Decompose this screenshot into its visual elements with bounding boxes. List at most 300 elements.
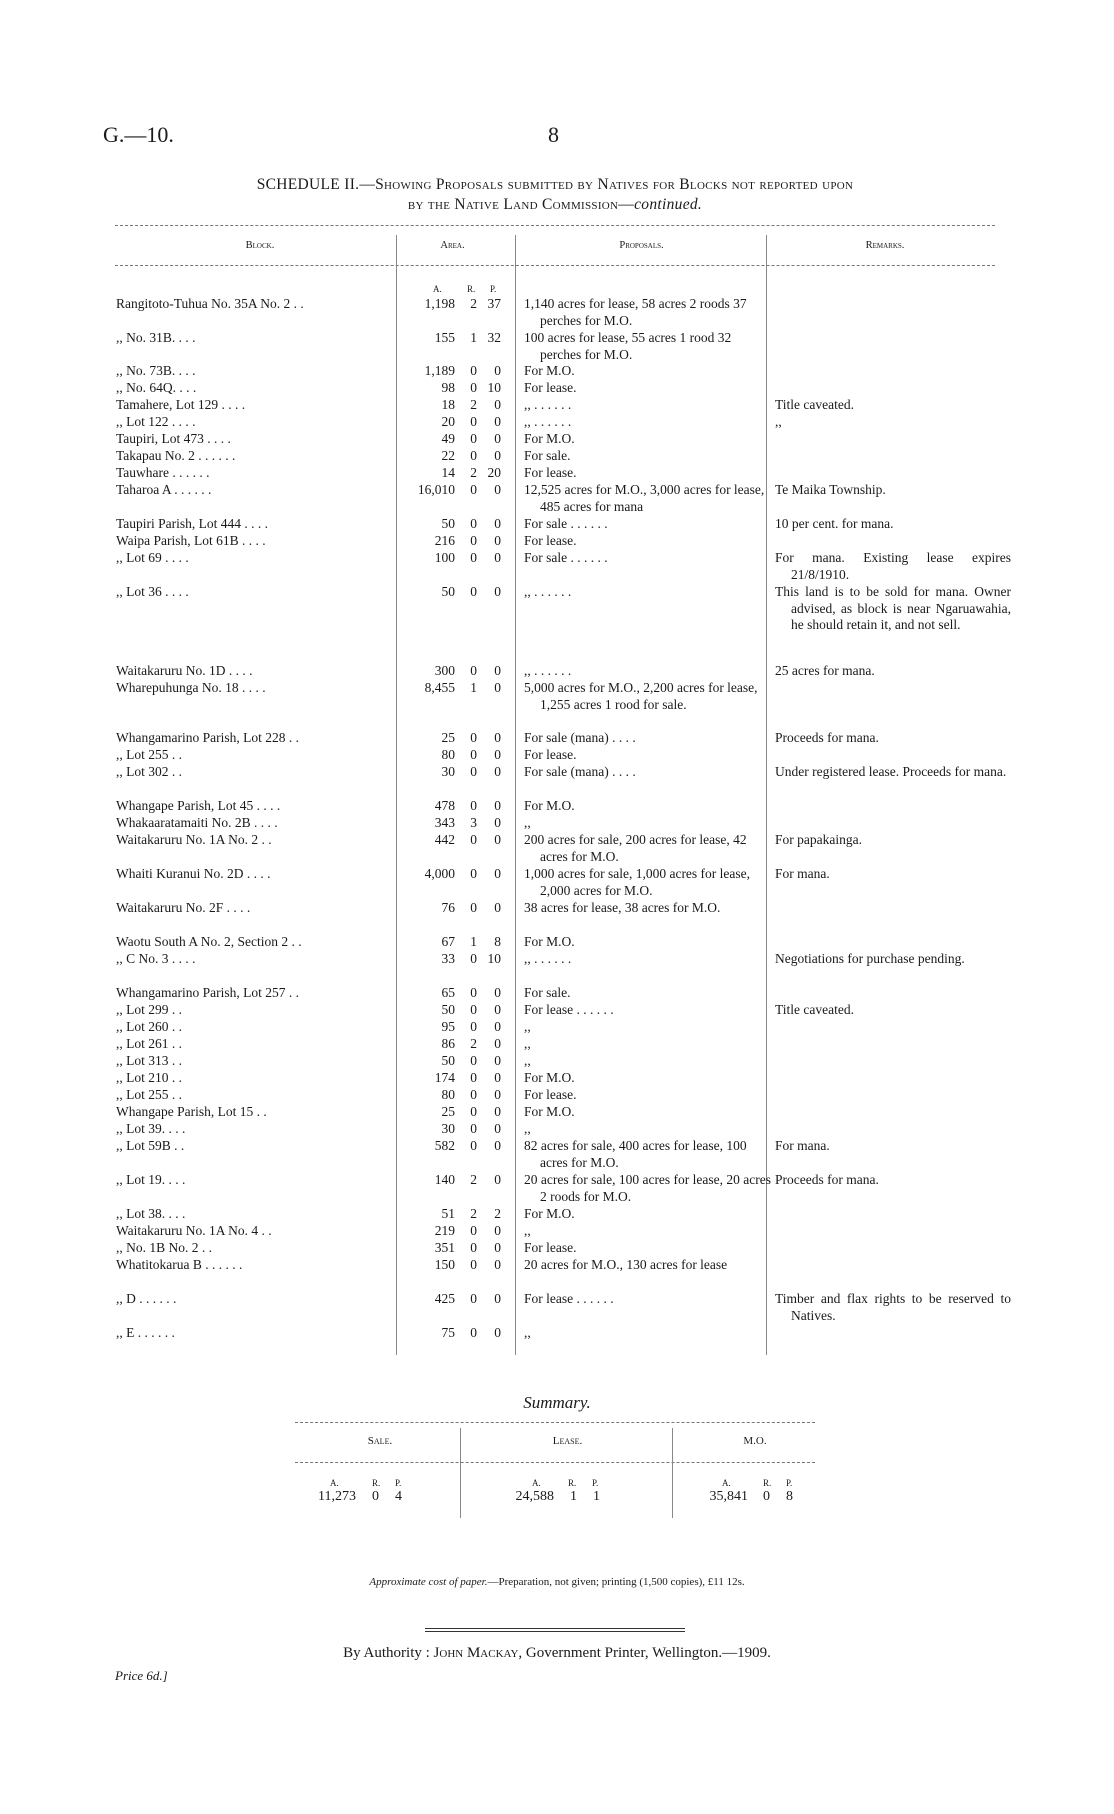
summary-mo-perches: 8 — [786, 1489, 793, 1504]
area-perches: 0 — [494, 747, 501, 762]
proposal-text: For sale (mana) . . . . — [524, 730, 636, 745]
proposal-text: For lease. — [524, 380, 577, 395]
area-perches: 0 — [494, 1121, 501, 1136]
remarks-text: Negotiations for purchase pending. — [775, 951, 965, 966]
table-header-rule — [115, 265, 995, 266]
area-roods: 2 — [470, 1172, 477, 1187]
area-roods: 0 — [470, 1019, 477, 1034]
area-perches: 0 — [494, 730, 501, 745]
area-roods: 0 — [470, 516, 477, 531]
summary-sale-roods: 0 — [372, 1489, 379, 1504]
area-acres: 8,455 — [424, 680, 455, 695]
cost-note-text: —Preparation, not given; printing (1,500 copies), £11 12s. — [487, 1576, 745, 1588]
proposal-text: For M.O. — [524, 1104, 575, 1119]
area-value — [400, 330, 505, 347]
title-line1: Showing Proposals submitted by Natives for Blocks not reported upon — [375, 176, 854, 193]
proposal-text: ,, . . . . . . — [524, 584, 572, 599]
area-perches: 0 — [494, 1223, 501, 1238]
summary-lease-perches: 1 — [593, 1489, 600, 1504]
area-acres: 20 — [441, 414, 455, 429]
area-acres: 351 — [434, 1240, 455, 1255]
area-value — [400, 1121, 505, 1138]
area-perches: 10 — [487, 951, 501, 966]
area-value — [400, 363, 505, 380]
area-perches: 0 — [494, 798, 501, 813]
area-perches: 2 — [494, 1206, 501, 1221]
area-roods: 0 — [470, 1002, 477, 1017]
table-top-rule — [115, 225, 995, 226]
block-name: ,, Lot 261 . . — [116, 1036, 182, 1051]
area-perches: 0 — [494, 832, 501, 847]
area-value — [400, 832, 505, 849]
area-roods: 3 — [470, 815, 477, 830]
block-name: ,, Lot 36 . . . . — [116, 584, 189, 599]
area-roods: 0 — [470, 764, 477, 779]
summary-title: Summary. — [523, 1393, 591, 1412]
area-roods: 1 — [470, 934, 477, 949]
block-name: Waipa Parish, Lot 61B . . . . — [116, 533, 266, 548]
area-acres: 30 — [441, 1121, 455, 1136]
remarks-text: For mana. — [775, 866, 830, 881]
title-continued: continued. — [634, 196, 703, 213]
block-name: ,, Lot 38. . . . — [116, 1206, 186, 1221]
area-acres: 50 — [441, 584, 455, 599]
block-name: Waotu South A No. 2, Section 2 . . — [116, 934, 302, 949]
area-acres: 50 — [441, 516, 455, 531]
block-name: Whangape Parish, Lot 45 . . . . — [116, 798, 281, 813]
remarks-text: Proceeds for mana. — [775, 730, 879, 745]
area-acres: 478 — [434, 798, 455, 813]
area-value — [400, 663, 505, 680]
proposal-text: For lease. — [524, 465, 577, 480]
area-roods: 2 — [470, 397, 477, 412]
authority-suffix: Government Printer, Wellington.—1909. — [525, 1645, 771, 1661]
area-perches: 0 — [494, 1036, 501, 1051]
area-value — [400, 1053, 505, 1070]
area-acres: 95 — [441, 1019, 455, 1034]
summary-lease-roods: 1 — [570, 1489, 577, 1504]
area-value — [400, 414, 505, 431]
summary-header-rule — [295, 1462, 815, 1463]
title-line2: by the Native Land Commission— — [407, 196, 635, 213]
column-header-remarks: Remarks. — [865, 240, 905, 251]
area-roods: 0 — [470, 482, 477, 497]
unit-perches: P. — [490, 284, 497, 294]
proposal-text: For lease. — [524, 747, 577, 762]
area-roods: 0 — [470, 533, 477, 548]
block-name: ,, No. 31B. . . . — [116, 330, 196, 345]
block-name: ,, Lot 69 . . . . — [116, 550, 189, 565]
area-perches: 0 — [494, 1291, 501, 1306]
block-name: ,, Lot 19. . . . — [116, 1172, 186, 1187]
area-roods: 1 — [470, 680, 477, 695]
area-perches: 0 — [494, 533, 501, 548]
proposal-text: For M.O. — [524, 363, 575, 378]
proposal-text: For M.O. — [524, 1070, 575, 1085]
area-perches: 0 — [494, 482, 501, 497]
area-acres: 155 — [434, 330, 455, 345]
area-perches: 0 — [494, 397, 501, 412]
area-perches: 37 — [487, 296, 501, 311]
block-name: ,, Lot 39. . . . — [116, 1121, 186, 1136]
price-label: Price 6d.] — [115, 1668, 168, 1683]
area-acres: 4,000 — [424, 866, 455, 881]
area-value — [400, 1325, 505, 1342]
remarks-text: Timber and flax rights to be reserved to Natives. — [775, 1291, 1011, 1323]
area-acres: 65 — [441, 985, 455, 1000]
proposal-text: 12,525 acres for M.O., 3,000 acres for lease, 485 acres for mana — [524, 482, 765, 514]
area-value — [400, 1087, 505, 1104]
remarks-text: ,, — [775, 414, 782, 429]
area-roods: 0 — [470, 448, 477, 463]
block-name: Waitakaruru No. 1D . . . . — [116, 663, 253, 678]
area-perches: 0 — [494, 363, 501, 378]
remarks-text: 10 per cent. for mana. — [775, 516, 894, 531]
block-name: Waitakaruru No. 2F . . . . — [116, 900, 251, 915]
proposal-text: For lease . . . . . . — [524, 1002, 614, 1017]
area-roods: 0 — [470, 1087, 477, 1102]
area-roods: 0 — [470, 798, 477, 813]
column-divider — [396, 235, 397, 1355]
area-value — [400, 934, 505, 951]
area-perches: 0 — [494, 663, 501, 678]
proposal-text: ,, . . . . . . — [524, 414, 572, 429]
proposal-text: For lease. — [524, 1087, 577, 1102]
area-value — [400, 900, 505, 917]
proposal-text: ,, — [524, 815, 531, 830]
schedule-title — [115, 175, 995, 215]
unit-acres: A. — [330, 1478, 339, 1488]
proposal-text: 1,000 acres for sale, 1,000 acres for lease, 2,000 acres for M.O. — [524, 866, 751, 898]
area-perches: 0 — [494, 815, 501, 830]
area-acres: 50 — [441, 1002, 455, 1017]
area-roods: 0 — [470, 1121, 477, 1136]
area-acres: 30 — [441, 764, 455, 779]
area-value — [400, 1206, 505, 1223]
area-roods: 0 — [470, 1325, 477, 1340]
area-perches: 0 — [494, 1257, 501, 1272]
area-value — [400, 1002, 505, 1019]
area-roods: 0 — [470, 414, 477, 429]
area-value — [400, 1223, 505, 1240]
column-header-proposals: Proposals. — [619, 240, 664, 251]
document-reference: G.—10. — [103, 122, 174, 147]
proposal-text: 5,000 acres for M.O., 2,200 acres for lease, 1,255 acres 1 rood for sale. — [524, 680, 758, 712]
area-roods: 0 — [470, 363, 477, 378]
summary-mo-roods: 0 — [763, 1489, 770, 1504]
unit-acres: A. — [722, 1478, 731, 1488]
proposal-text: 20 acres for sale, 100 acres for lease, 20 acres 2 roods for M.O. — [524, 1172, 772, 1204]
cost-note — [0, 1576, 1114, 1588]
area-perches: 0 — [494, 900, 501, 915]
area-acres: 425 — [434, 1291, 455, 1306]
area-value — [400, 380, 505, 397]
area-roods: 0 — [470, 1053, 477, 1068]
block-name: ,, E . . . . . . — [116, 1325, 175, 1340]
area-perches: 0 — [494, 1138, 501, 1153]
area-perches: 32 — [487, 330, 501, 345]
area-perches: 0 — [494, 764, 501, 779]
proposal-text: For sale. — [524, 985, 571, 1000]
area-value — [400, 516, 505, 533]
proposal-text: 200 acres for sale, 200 acres for lease, 42 acres for M.O. — [524, 832, 747, 864]
area-value — [400, 985, 505, 1002]
proposal-text: 100 acres for lease, 55 acres 1 rood 32 perches for M.O. — [524, 330, 732, 362]
area-roods: 0 — [470, 985, 477, 1000]
summary-header-lease: Lease. — [552, 1435, 583, 1447]
cost-note-label: Approximate cost of paper. — [369, 1576, 488, 1588]
area-value — [400, 1172, 505, 1189]
block-name: ,, Lot 299 . . — [116, 1002, 182, 1017]
area-acres: 16,010 — [417, 482, 455, 497]
page-number: 8 — [548, 122, 559, 147]
area-acres: 140 — [434, 1172, 455, 1187]
block-name: Rangitoto-Tuhua No. 35A No. 2 . . — [116, 296, 304, 311]
area-value — [400, 866, 505, 883]
summary-sale-perches: 4 — [395, 1489, 402, 1504]
proposal-text: 82 acres for sale, 400 acres for lease, 100 acres for M.O. — [524, 1138, 747, 1170]
area-acres: 67 — [441, 934, 455, 949]
area-value — [400, 1138, 505, 1155]
area-perches: 0 — [494, 1240, 501, 1255]
authority-prefix: By Authority : — [343, 1645, 430, 1661]
area-acres: 80 — [441, 1087, 455, 1102]
unit-roods: R. — [372, 1478, 381, 1488]
area-acres: 300 — [434, 663, 455, 678]
proposal-text: ,, — [524, 1325, 531, 1340]
area-value — [400, 482, 505, 499]
block-name: ,, D . . . . . . — [116, 1291, 177, 1306]
area-roods: 0 — [470, 663, 477, 678]
area-roods: 2 — [470, 465, 477, 480]
area-roods: 0 — [470, 1070, 477, 1085]
area-perches: 8 — [494, 934, 501, 949]
area-perches: 0 — [494, 584, 501, 599]
proposal-text: For lease . . . . . . — [524, 1291, 614, 1306]
area-acres: 343 — [434, 815, 455, 830]
area-roods: 0 — [470, 832, 477, 847]
proposal-text: For M.O. — [524, 934, 575, 949]
block-name: Wharepuhunga No. 18 . . . . — [116, 680, 266, 695]
block-name: ,, Lot 122 . . . . — [116, 414, 196, 429]
area-acres: 50 — [441, 1053, 455, 1068]
area-perches: 0 — [494, 866, 501, 881]
proposal-text: ,, — [524, 1019, 531, 1034]
area-perches: 0 — [494, 1053, 501, 1068]
summary-sale-acres: 11,273 — [318, 1489, 356, 1504]
proposal-text: ,, — [524, 1036, 531, 1051]
area-roods: 0 — [470, 866, 477, 881]
area-acres: 33 — [441, 951, 455, 966]
block-name: ,, Lot 255 . . — [116, 1087, 182, 1102]
area-value — [400, 815, 505, 832]
area-perches: 0 — [494, 985, 501, 1000]
block-name: Waitakaruru No. 1A No. 4 . . — [116, 1223, 272, 1238]
remarks-text: This land is to be sold for mana. Owner advised, as block is near Ngaruawahia, he should retain it, and not sell. — [775, 584, 1011, 632]
block-name: ,, No. 73B. . . . — [116, 363, 196, 378]
block-name: ,, Lot 210 . . — [116, 1070, 182, 1085]
proposal-text: ,, . . . . . . — [524, 663, 572, 678]
area-acres: 75 — [441, 1325, 455, 1340]
remarks-text: Te Maika Township. — [775, 482, 886, 497]
area-perches: 0 — [494, 431, 501, 446]
footer-rule — [425, 1631, 685, 1632]
block-name: ,, C No. 3 . . . . — [116, 951, 196, 966]
area-roods: 0 — [470, 747, 477, 762]
area-perches: 10 — [487, 380, 501, 395]
area-value — [400, 951, 505, 968]
area-acres: 174 — [434, 1070, 455, 1085]
unit-acres: A. — [433, 284, 442, 294]
area-roods: 0 — [470, 584, 477, 599]
proposal-text: 20 acres for M.O., 130 acres for lease — [524, 1257, 728, 1272]
area-acres: 442 — [434, 832, 455, 847]
footer-rule — [425, 1628, 685, 1629]
area-acres: 216 — [434, 533, 455, 548]
title-prefix: SCHEDULE II.— — [256, 176, 376, 193]
column-header-area: Area. — [440, 240, 465, 251]
area-perches: 20 — [487, 465, 501, 480]
area-value — [400, 1257, 505, 1274]
area-value — [400, 431, 505, 448]
summary-mo-acres: 35,841 — [709, 1489, 748, 1504]
area-value — [400, 533, 505, 550]
block-name: ,, No. 64Q. . . . — [116, 380, 197, 395]
proposal-text: ,, — [524, 1053, 531, 1068]
block-name: ,, Lot 59B . . — [116, 1138, 185, 1153]
area-acres: 1,198 — [424, 296, 455, 311]
area-acres: 98 — [441, 380, 455, 395]
remarks-text: Title caveated. — [775, 1002, 854, 1017]
summary-header-mo: M.O. — [743, 1435, 767, 1447]
block-name: Taharoa A . . . . . . — [116, 482, 212, 497]
block-name: Whangamarino Parish, Lot 257 . . — [116, 985, 299, 1000]
area-roods: 0 — [470, 730, 477, 745]
summary-divider — [460, 1428, 461, 1518]
area-value — [400, 584, 505, 601]
remarks-text: Under registered lease. Proceeds for mana. — [775, 764, 1007, 779]
area-acres: 22 — [441, 448, 455, 463]
area-acres: 14 — [441, 465, 455, 480]
area-acres: 18 — [441, 397, 455, 412]
area-perches: 0 — [494, 448, 501, 463]
block-name: Whangape Parish, Lot 15 . . — [116, 1104, 267, 1119]
block-name: ,, Lot 302 . . — [116, 764, 182, 779]
area-acres: 86 — [441, 1036, 455, 1051]
column-divider — [515, 235, 516, 1355]
area-roods: 0 — [470, 1104, 477, 1119]
proposal-text: For sale (mana) . . . . — [524, 764, 636, 779]
block-name: Whatitokarua B . . . . . . — [116, 1257, 243, 1272]
block-name: Takapau No. 2 . . . . . . — [116, 448, 236, 463]
area-perches: 0 — [494, 1070, 501, 1085]
unit-perches: P. — [395, 1478, 402, 1488]
area-roods: 1 — [470, 330, 477, 345]
area-acres: 76 — [441, 900, 455, 915]
area-value — [400, 550, 505, 567]
block-name: Taupiri, Lot 473 . . . . — [116, 431, 231, 446]
area-acres: 1,189 — [424, 363, 455, 378]
area-value — [400, 465, 505, 482]
area-perches: 0 — [494, 1019, 501, 1034]
proposal-text: For M.O. — [524, 798, 575, 813]
unit-perches: P. — [786, 1478, 793, 1488]
block-name: ,, No. 1B No. 2 . . — [116, 1240, 213, 1255]
area-roods: 0 — [470, 1240, 477, 1255]
area-acres: 219 — [434, 1223, 455, 1238]
unit-roods: R. — [568, 1478, 577, 1488]
unit-perches: P. — [592, 1478, 599, 1488]
area-roods: 2 — [470, 1206, 477, 1221]
area-perches: 0 — [494, 550, 501, 565]
area-perches: 0 — [494, 414, 501, 429]
block-name: Whangamarino Parish, Lot 228 . . — [116, 730, 299, 745]
area-acres: 25 — [441, 730, 455, 745]
area-perches: 0 — [494, 1172, 501, 1187]
block-name: Tauwhare . . . . . . — [116, 465, 210, 480]
area-perches: 0 — [494, 680, 501, 695]
area-value — [400, 1291, 505, 1308]
remarks-text: For mana. — [775, 1138, 830, 1153]
area-value — [400, 747, 505, 764]
summary-top-rule — [295, 1422, 815, 1423]
area-perches: 0 — [494, 1087, 501, 1102]
area-roods: 0 — [470, 900, 477, 915]
area-roods: 2 — [470, 296, 477, 311]
area-value — [400, 1019, 505, 1036]
area-value — [400, 397, 505, 414]
area-acres: 150 — [434, 1257, 455, 1272]
remarks-text: 25 acres for mana. — [775, 663, 875, 678]
area-roods: 0 — [470, 1257, 477, 1272]
area-value — [400, 296, 505, 313]
remarks-text: Proceeds for mana. — [775, 1172, 879, 1187]
proposal-text: ,, . . . . . . — [524, 397, 572, 412]
remarks-text: For mana. Existing lease expires 21/8/1910. — [775, 550, 1011, 582]
proposal-text: For lease. — [524, 1240, 577, 1255]
area-value — [400, 680, 505, 697]
unit-acres: A. — [532, 1478, 541, 1488]
area-acres: 25 — [441, 1104, 455, 1119]
printer-authority — [0, 1645, 1114, 1662]
proposal-text: 38 acres for lease, 38 acres for M.O. — [524, 900, 721, 915]
proposal-text: For sale. — [524, 448, 571, 463]
area-roods: 0 — [470, 1291, 477, 1306]
area-acres: 582 — [434, 1138, 455, 1153]
proposal-text: For lease. — [524, 533, 577, 548]
area-roods: 2 — [470, 1036, 477, 1051]
area-acres: 49 — [441, 431, 455, 446]
area-roods: 0 — [470, 951, 477, 966]
column-header-block: Block. — [245, 240, 275, 251]
block-name: Taupiri Parish, Lot 444 . . . . — [116, 516, 269, 531]
block-name: Whaiti Kuranui No. 2D . . . . — [116, 866, 271, 881]
summary-lease-acres: 24,588 — [515, 1489, 554, 1504]
area-perches: 0 — [494, 1325, 501, 1340]
area-value — [400, 1070, 505, 1087]
area-perches: 0 — [494, 1002, 501, 1017]
block-name: Waitakaruru No. 1A No. 2 . . — [116, 832, 272, 847]
remarks-text: Title caveated. — [775, 397, 854, 412]
summary-divider — [672, 1428, 673, 1518]
proposal-text: For M.O. — [524, 431, 575, 446]
proposal-text: For sale . . . . . . — [524, 550, 608, 565]
block-name: ,, Lot 255 . . — [116, 747, 182, 762]
area-value — [400, 1104, 505, 1121]
summary-header-sale: Sale. — [367, 1435, 393, 1447]
area-perches: 0 — [494, 516, 501, 531]
unit-roods: R. — [467, 284, 476, 294]
